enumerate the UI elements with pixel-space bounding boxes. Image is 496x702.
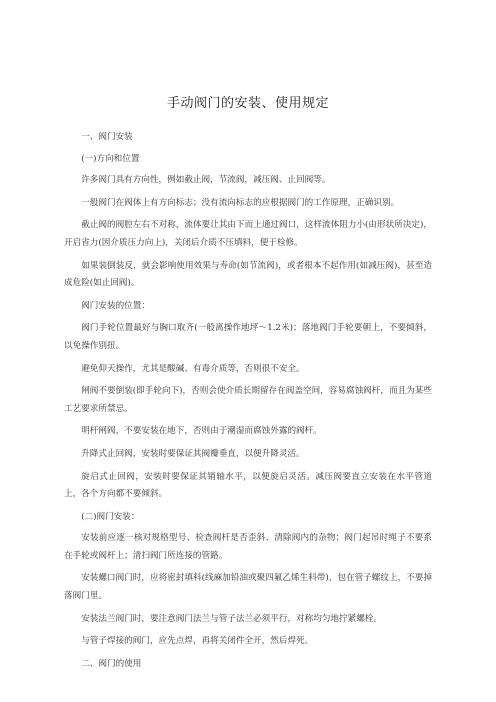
paragraph: 如果装倒装反，就会影响使用效果与寿命(如节流阀)，或者根本不起作用(如减压阀)，甚至造成危险(如止回阀)。 xyxy=(64,260,432,289)
section-heading: 一、阀门安装 xyxy=(81,132,133,142)
paragraph: 安装螺口阀门时，应将密封填料(线麻加铅油或聚四氟乙烯生料带)，包在管子螺纹上，不要掉落阀门里。 xyxy=(64,573,432,602)
paragraph: 阀门安装的位置： xyxy=(81,300,150,311)
paragraph: 闸阀不要倒装(即手轮向下)，否则会使介质长期留存在阀盖空间，容易腐蚀阀杆，而且为某些工艺要求所禁忌。 xyxy=(64,386,432,414)
paragraph: 截止阀的阀腔左右不对称，流体要让其由下而上通过阀口，这样流体阻力小(由形状所决定)，开启省力(因介质压力向上)，关闭后介质不压填料，便于检修。 xyxy=(64,220,432,248)
paragraph: 一般阀门在阀体上有方向标志；没有流向标志的应根据阀门的工作原理，正确识别。 xyxy=(81,197,400,208)
document-body xyxy=(64,129,432,677)
paragraph: 阀门手轮位置最好与胸口取齐(一般离操作地坪～1.2米)；落地阀门手轮要朝上，不要倾斜，以免操作别扭。 xyxy=(64,323,432,351)
paragraph: 避免仰天操作，尤其是酸碱、有毒介质等，否则很不安全。 xyxy=(81,363,305,374)
paragraph: 旋启式止回阀，安装时要保证其销轴水平，以便旋启灵活。减压阀要直立安装在水平管道上，各个方向都不要倾斜。 xyxy=(64,471,432,500)
subsection-heading: (一)方向和位置 xyxy=(81,153,140,164)
paragraph: 许多阀门具有方向性，例如截止阀，节流阀，减压阀、止回阀等。 xyxy=(81,175,331,186)
paragraph: 安装前应逐一核对规格型号、检查阀杆是否歪斜、清除阀内的杂物；阀门起吊时绳子不要系在手轮或阀杆上；清扫阀门所连接的管路。 xyxy=(64,533,432,561)
paragraph: 明杆闸阀，不要安装在地下，否则由于潮湿而腐蚀外露的阀杆。 xyxy=(81,426,322,437)
paragraph: 升降式止回阀，安装时要保证其阀瓣垂直，以便升降灵活。 xyxy=(81,448,305,459)
subsection-heading: (二)阀门安装： xyxy=(81,511,140,522)
paragraph: 与管子焊接的阀门，应先点焊，再将关闭件全开，然后焊死。 xyxy=(81,636,314,647)
page-title: 手动阀门的安装、使用规定 xyxy=(166,96,329,111)
paragraph: 安装法兰阀门时，要注意阀门法兰与管子法兰必须平行，对称均匀地拧紧螺栓。 xyxy=(81,613,382,624)
section-heading: 二、阀门的使用 xyxy=(81,658,142,669)
